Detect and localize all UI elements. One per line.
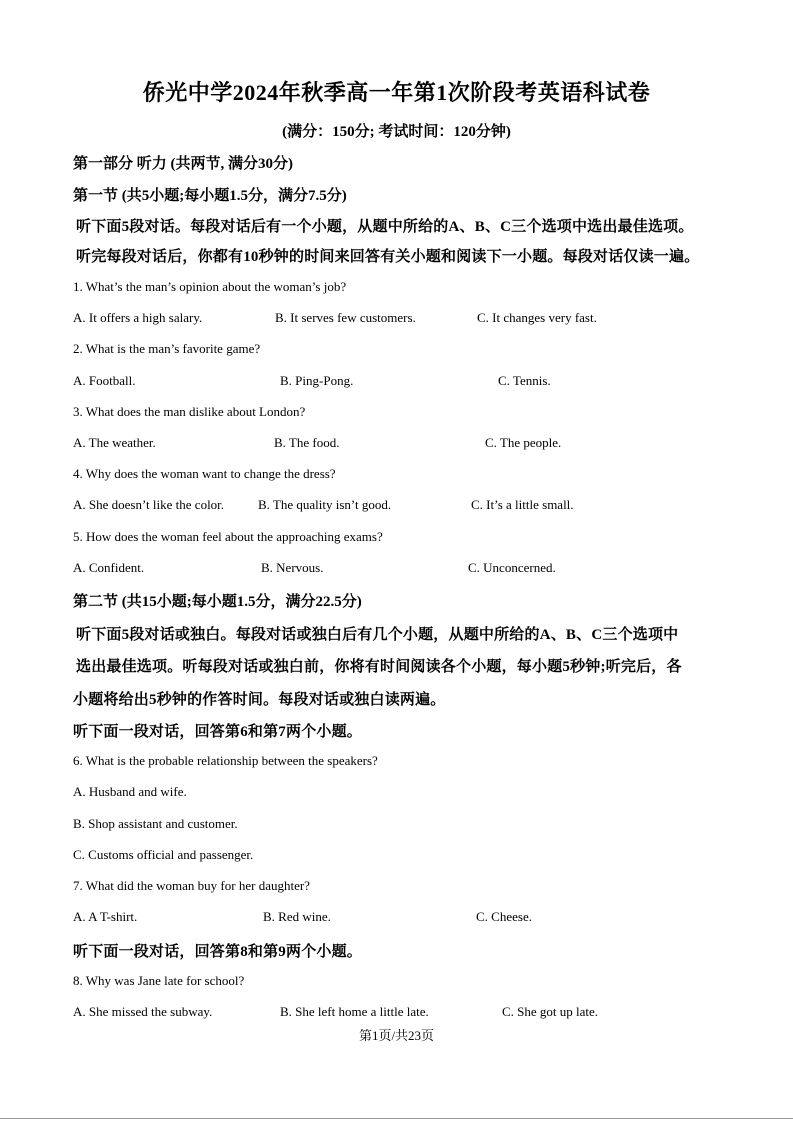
section2-instruction-line1: 听下面5段对话或独白。每段对话或独白后有几个小题，从题中所给的A、B、C三个选项中	[76, 627, 679, 643]
q7-option-b: B. Red wine.	[263, 909, 331, 924]
q1-option-b: B. It serves few customers.	[275, 310, 416, 325]
q4-option-c: C. It’s a little small.	[471, 497, 574, 512]
question-1: 1. What’s the man’s opinion about the woman’s job?	[73, 279, 347, 294]
section1-heading: 第一节 (共5小题;每小题1.5分，满分7.5分)	[73, 188, 347, 204]
question-8: 8. Why was Jane late for school?	[73, 973, 245, 988]
q1-option-a: A. It offers a high salary.	[73, 310, 203, 325]
q2-option-b: B. Ping-Pong.	[280, 373, 354, 388]
question-7: 7. What did the woman buy for her daughter?	[73, 878, 310, 893]
q3-option-c: C. The people.	[485, 435, 562, 450]
part1-heading: 第一部分 听力 (共两节, 满分30分)	[73, 156, 293, 172]
q6-option-b: B. Shop assistant and customer.	[73, 816, 238, 831]
section1-instruction-line2: 听完每段对话后，你都有10秒钟的时间来回答有关小题和阅读下一小题。每段对话仅读一遍。	[76, 249, 700, 265]
page-number: 第1页/共23页	[358, 1028, 435, 1043]
q6-option-c: C. Customs official and passenger.	[73, 847, 254, 862]
exam-subtitle: (满分：150分; 考试时间：120分钟)	[282, 124, 511, 140]
question-2: 2. What is the man’s favorite game?	[73, 341, 261, 356]
group-instruction-6-7: 听下面一段对话，回答第6和第7两个小题。	[73, 724, 363, 740]
question-4: 4. Why does the woman want to change the dress?	[73, 466, 336, 481]
section1-instruction-line1: 听下面5段对话。每段对话后有一个小题，从题中所给的A、B、C三个选项中选出最佳选项。	[76, 219, 694, 235]
group-instruction-8-9: 听下面一段对话，回答第8和第9两个小题。	[73, 944, 363, 960]
q2-option-c: C. Tennis.	[498, 373, 551, 388]
section2-instruction-line3: 小题将给出5秒钟的作答时间。每段对话或独白读两遍。	[73, 692, 446, 708]
q8-option-a: A. She missed the subway.	[73, 1004, 213, 1019]
section2-instruction-line2: 选出最佳选项。听每段对话或独白前，你将有时间阅读各个小题，每小题5秒钟;听完后，各	[76, 659, 682, 675]
q7-option-a: A. A T-shirt.	[73, 909, 138, 924]
q6-option-a: A. Husband and wife.	[73, 784, 187, 799]
question-3: 3. What does the man dislike about London?	[73, 404, 306, 419]
page-bottom-divider	[0, 1118, 793, 1119]
question-6: 6. What is the probable relationship between the speakers?	[73, 753, 378, 768]
q5-option-a: A. Confident.	[73, 560, 145, 575]
q5-option-c: C. Unconcerned.	[468, 560, 556, 575]
q4-option-a: A. She doesn’t like the color.	[73, 497, 225, 512]
q8-option-b: B. She left home a little late.	[280, 1004, 429, 1019]
section2-heading: 第二节 (共15小题;每小题1.5分，满分22.5分)	[73, 594, 362, 610]
q4-option-b: B. The quality isn’t good.	[258, 497, 392, 512]
q5-option-b: B. Nervous.	[261, 560, 324, 575]
q8-option-c: C. She got up late.	[502, 1004, 599, 1019]
q3-option-b: B. The food.	[274, 435, 340, 450]
question-5: 5. How does the woman feel about the approaching exams?	[73, 529, 383, 544]
q1-option-c: C. It changes very fast.	[477, 310, 597, 325]
q3-option-a: A. The weather.	[73, 435, 156, 450]
q7-option-c: C. Cheese.	[476, 909, 532, 924]
q2-option-a: A. Football.	[73, 373, 136, 388]
exam-title: 侨光中学2024年秋季高一年第1次阶段考英语科试卷	[142, 80, 651, 105]
